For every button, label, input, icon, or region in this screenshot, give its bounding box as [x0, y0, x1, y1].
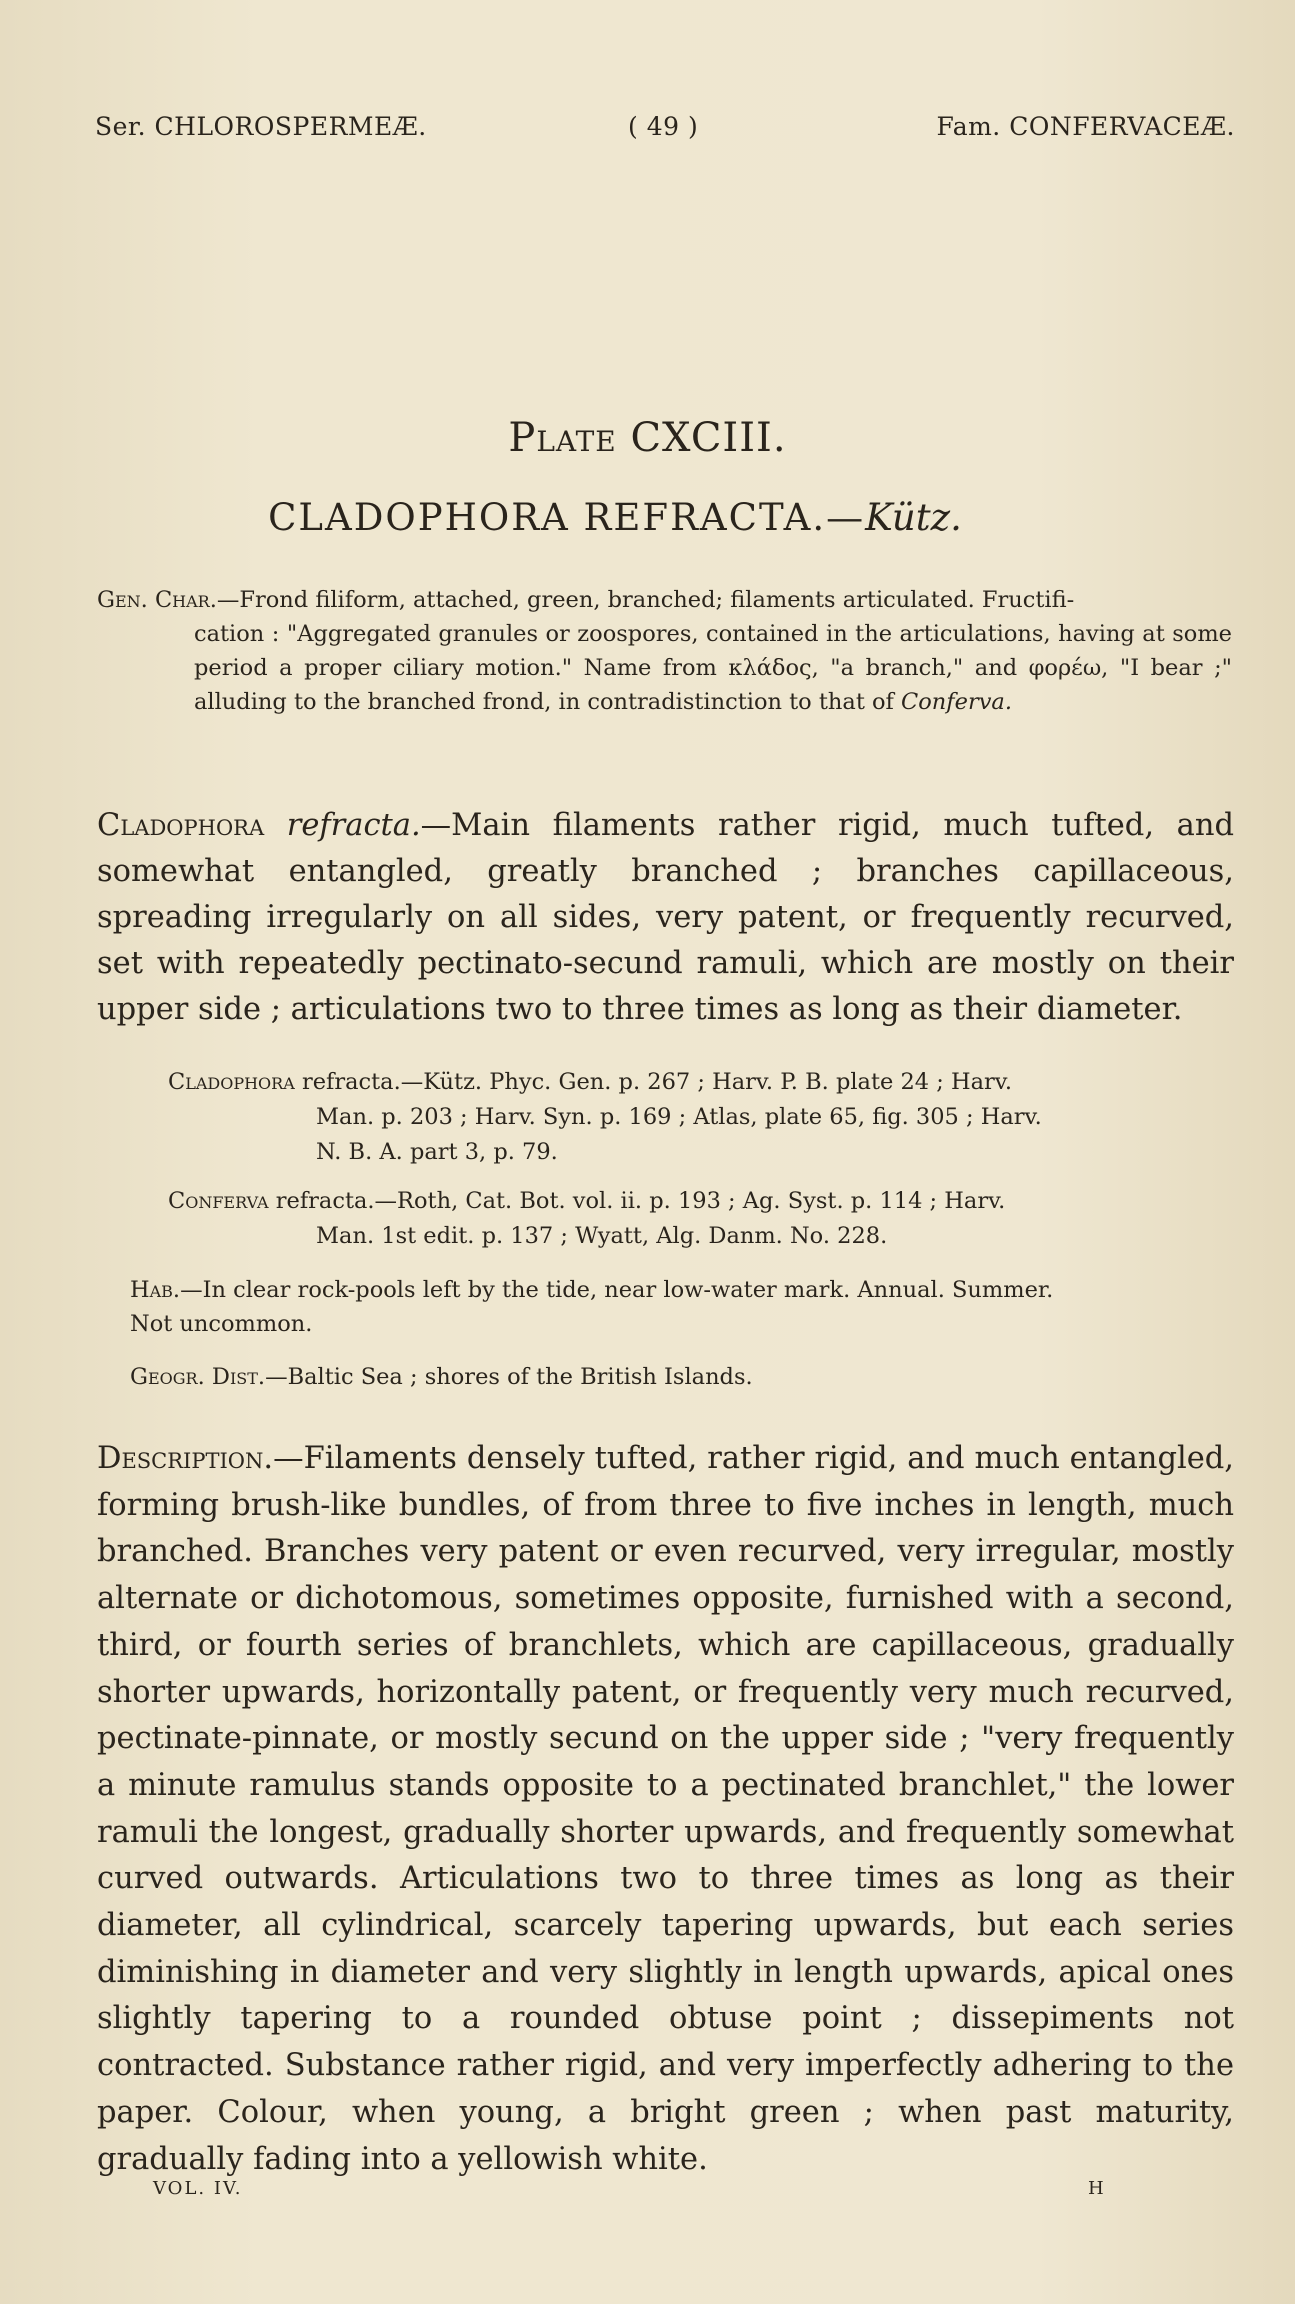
- running-head: [95, 112, 1235, 152]
- species-diagnosis: [97, 803, 1234, 1033]
- description-text: —Filaments densely tufted, rather rigid, and much entangled, forming brush-like bundles, of from three to five inches in length, much branched. Branches very patent or even recurved, very irregular, mostly alternate or dichotomous, sometimes opposite, furnished with a second, third, or fourth series of branchlets, which are capillaceous, gradually shorter upwards, horizontally patent, or frequently very much recurved, pectinate-pinnate, or mostly secund on the upper side ; "very frequently a minute ramulus stands opposite to a pectinated branchlet," the lower ramuli the longest, gradually shorter upwards, and frequently somewhat curved outwards. Articulations two to three times as long as their diameter, all cylindrical, scarcely tapering upwards, but each series diminishing in diameter and very slightly in length upwards, apical ones slightly tapering to a rounded obtuse point ; dissepiments not contracted. Substance rather rigid, and very imperfectly adhering to the paper. Colour, when young, a bright green ; when past maturity, gradually fading into a yellowish white.: [97, 1441, 1234, 2177]
- reference-line: refracta.—Kütz. Phyc. Gen. p. 267 ; Harv. P. B. plate 24 ; Harv.: [301, 1069, 1012, 1095]
- plate-title: Plate CXCIII.: [508, 415, 787, 461]
- diagnosis-text: —Main filaments rather rigid, much tufted, and somewhat entangled, greatly branched ; branches capillaceous, spreading irregularly on all sides, very patent, or frequently recurved, set with repeatedly pectinato-secund ramuli, which are mostly on their upper side ; articulations two to three times as long as their diameter.: [97, 808, 1234, 1027]
- family-heading: Fam. CONFERVACEÆ.: [936, 112, 1235, 141]
- distribution-label: Geogr. Dist.: [130, 1364, 266, 1390]
- habitat-text-continued: Not uncommon.: [130, 1311, 313, 1337]
- reference-line: Man. 1st edit. p. 137 ; Wyatt, Alg. Danm. No. 228.: [316, 1223, 888, 1249]
- gen-char-first-line: —Frond filiform, attached, green, branched; filaments articulated. Fructifi-: [216, 587, 1075, 613]
- gen-char-label: Gen. Char.: [97, 587, 217, 613]
- distribution-text: —Baltic Sea ; shores of the British Islands.: [265, 1364, 753, 1390]
- volume-signature: VOL. IV.: [153, 2178, 243, 2199]
- reference-genus: Conferva: [168, 1188, 269, 1214]
- diagnosis-species: refracta.: [286, 808, 421, 843]
- species-name: CLADOPHORA REFRACTA.—: [268, 496, 866, 539]
- species-authority: Kütz.: [865, 496, 962, 539]
- page-footer: [0, 2178, 1295, 2208]
- habitat-label: Hab.: [130, 1277, 181, 1303]
- habitat: [130, 1273, 1230, 1341]
- gen-char-genus: Conferva.: [901, 689, 1012, 715]
- synonymy-reference: [168, 1184, 1228, 1254]
- series-heading: Ser. CHLOROSPERMEÆ.: [95, 112, 427, 141]
- gen-char-continuation: [97, 617, 1232, 719]
- gathering-signature: H: [1088, 2178, 1106, 2199]
- synonymy-reference: [168, 1065, 1228, 1170]
- species-title: [0, 496, 1230, 539]
- description: [97, 1436, 1234, 2183]
- generic-character: [97, 583, 1232, 719]
- diagnosis-genus: Cladophora: [97, 808, 265, 843]
- page-number: ( 49 ): [628, 112, 699, 141]
- reference-line: refracta.—Roth, Cat. Bot. vol. ii. p. 193 ; Ag. Syst. p. 114 ; Harv.: [275, 1188, 1006, 1214]
- reference-line: N. B. A. part 3, p. 79.: [316, 1139, 558, 1165]
- habitat-text: —In clear rock-pools left by the tide, near low-water mark. Annual. Summer.: [180, 1277, 1054, 1303]
- reference-genus: Cladophora: [168, 1069, 295, 1095]
- description-label: Description.: [97, 1441, 274, 1476]
- geographical-distribution: [130, 1360, 1230, 1394]
- reference-line: Man. p. 203 ; Harv. Syn. p. 169 ; Atlas, plate 65, fig. 305 ; Harv.: [316, 1104, 1042, 1130]
- gen-char-continuation-text: cation : "Aggregated granules or zoospores, contained in the articulations, having at some period a proper ciliary motion." Name from κλάδος, "a branch," and φορέω, "I bear ;" alluding to the branched frond, in contradistinction to that of: [194, 621, 1232, 715]
